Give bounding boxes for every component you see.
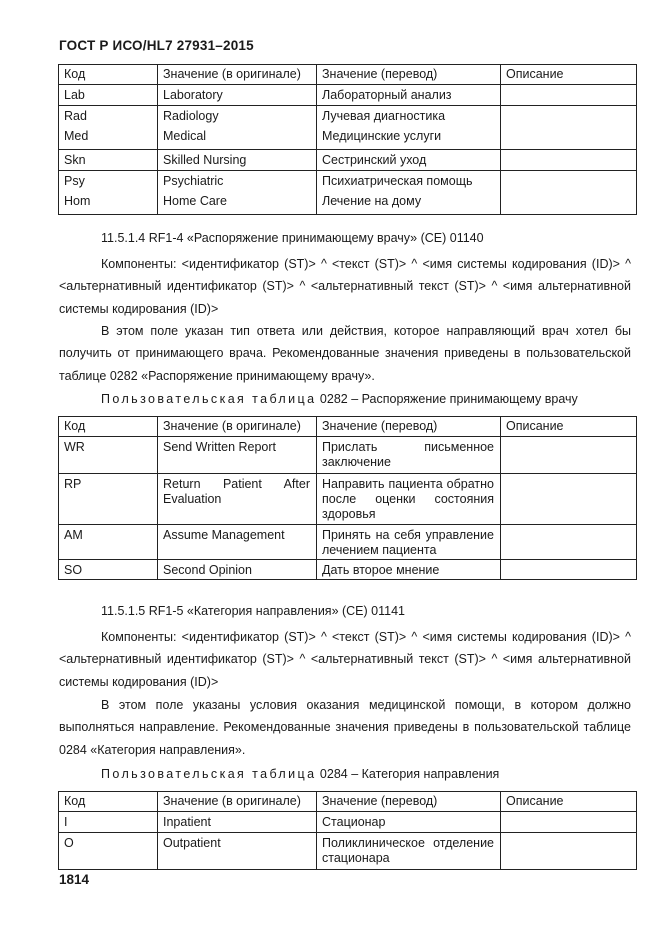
table-caption-title: 0282 – Распоряжение принимающему врачу	[319, 392, 578, 406]
cell-code: Psy Hom	[59, 171, 158, 215]
table-caption-prefix: Пользовательская таблица	[101, 392, 317, 406]
col-header-code: Код	[59, 792, 158, 812]
cell-description	[501, 150, 637, 171]
document-header: ГОСТ Р ИСО/HL7 27931–2015	[59, 38, 254, 53]
table-header-row	[59, 417, 637, 437]
description-paragraph: В этом поле указан тип ответа или действия, которое направляющий врач хотел бы получить от принимающего врача. Рекомендованные значения приведены в пользовательской таблице 0282 «Распоряжение принимающему врачу».	[59, 324, 631, 383]
table-header-row	[59, 65, 637, 85]
cell-description	[501, 171, 637, 215]
table-caption-title: 0284 – Категория направления	[319, 767, 500, 781]
cell-translation: Прислать письменное заключение	[317, 437, 501, 474]
cell-translation: Направить пациента обратно после оценки состояния здоровья	[317, 474, 501, 525]
cell-original: Assume Management	[158, 525, 317, 560]
col-header-original: Значение (в оригинале)	[158, 792, 317, 812]
cell-translation: Поликлиническое отделение стационара	[317, 833, 501, 870]
cell-translation: Принять на себя управление лечением пациента	[317, 525, 501, 560]
col-header-code: Код	[59, 417, 158, 437]
table-header-row	[59, 792, 637, 812]
table-row	[59, 833, 637, 870]
components-paragraph: Компоненты: <идентификатор (ST)> ^ <текст (ST)> ^ <имя системы кодирования (ID)> ^ <альтернативный идентификатор (ST)> ^ <альтернативный текст (ST)> ^ <имя альтернативной системы кодирования (ID)>	[59, 630, 631, 689]
cell-translation: Стационар	[317, 812, 501, 833]
col-header-original: Значение (в оригинале)	[158, 65, 317, 85]
cell-translation: Психиатрическая помощь Лечение на дому	[317, 171, 501, 215]
cell-original: Laboratory	[158, 85, 317, 106]
section-heading: 11.5.1.5 RF1-5 «Категория направления» (CE) 01141	[101, 604, 405, 618]
cell-original: Radiology Medical	[158, 106, 317, 150]
col-header-translation: Значение (перевод)	[317, 417, 501, 437]
cell-description	[501, 833, 637, 870]
cell-description	[501, 85, 637, 106]
table-row	[59, 171, 637, 215]
cell-code: Lab	[59, 85, 158, 106]
cell-original: Skilled Nursing	[158, 150, 317, 171]
cell-original: Second Opinion	[158, 560, 317, 580]
col-header-description: Описание	[501, 417, 637, 437]
table-row	[59, 150, 637, 171]
table-caption	[101, 767, 499, 781]
table-row	[59, 560, 637, 580]
cell-code: O	[59, 833, 158, 870]
components-paragraph: Компоненты: <идентификатор (ST)> ^ <текст (ST)> ^ <имя системы кодирования (ID)> ^ <альтернативный идентификатор (ST)> ^ <альтернативный текст (ST)> ^ <имя альтернативной системы кодирования (ID)>	[59, 257, 631, 316]
cell-description	[501, 474, 637, 525]
table-row	[59, 525, 637, 560]
referral-type-table	[58, 64, 637, 215]
table-row	[59, 85, 637, 106]
cell-code: WR	[59, 437, 158, 474]
cell-original: Psychiatric Home Care	[158, 171, 317, 215]
table-row	[59, 437, 637, 474]
col-header-code: Код	[59, 65, 158, 85]
cell-translation: Сестринский уход	[317, 150, 501, 171]
cell-code: I	[59, 812, 158, 833]
referral-category-table	[58, 791, 637, 870]
section-heading: 11.5.1.4 RF1-4 «Распоряжение принимающему врачу» (CE) 01140	[101, 231, 484, 245]
cell-translation: Лучевая диагностика Медицинские услуги	[317, 106, 501, 150]
cell-code: AM	[59, 525, 158, 560]
cell-original: Send Written Report	[158, 437, 317, 474]
cell-code: SO	[59, 560, 158, 580]
table-row	[59, 474, 637, 525]
cell-original: Outpatient	[158, 833, 317, 870]
cell-description	[501, 437, 637, 474]
cell-original: Inpatient	[158, 812, 317, 833]
cell-description	[501, 560, 637, 580]
cell-code: Rad Med	[59, 106, 158, 150]
description-paragraph: В этом поле указаны условия оказания медицинской помощи, в котором должно выполняться направление. Рекомендованные значения приведены в пользовательской таблице 0284 «Категория направления».	[59, 698, 631, 757]
col-header-description: Описание	[501, 65, 637, 85]
cell-translation: Лабораторный анализ	[317, 85, 501, 106]
cell-description	[501, 106, 637, 150]
cell-code: RP	[59, 474, 158, 525]
cell-code: Skn	[59, 150, 158, 171]
cell-translation: Дать второе мнение	[317, 560, 501, 580]
col-header-original: Значение (в оригинале)	[158, 417, 317, 437]
cell-original: Return Patient After Evaluation	[158, 474, 317, 525]
table-caption	[101, 392, 578, 406]
cell-description	[501, 525, 637, 560]
page-number: 1814	[59, 872, 90, 887]
table-row	[59, 106, 637, 150]
col-header-translation: Значение (перевод)	[317, 792, 501, 812]
referral-disposition-table	[58, 416, 637, 580]
col-header-description: Описание	[501, 792, 637, 812]
col-header-translation: Значение (перевод)	[317, 65, 501, 85]
cell-description	[501, 812, 637, 833]
table-caption-prefix: Пользовательская таблица	[101, 767, 317, 781]
table-row	[59, 812, 637, 833]
